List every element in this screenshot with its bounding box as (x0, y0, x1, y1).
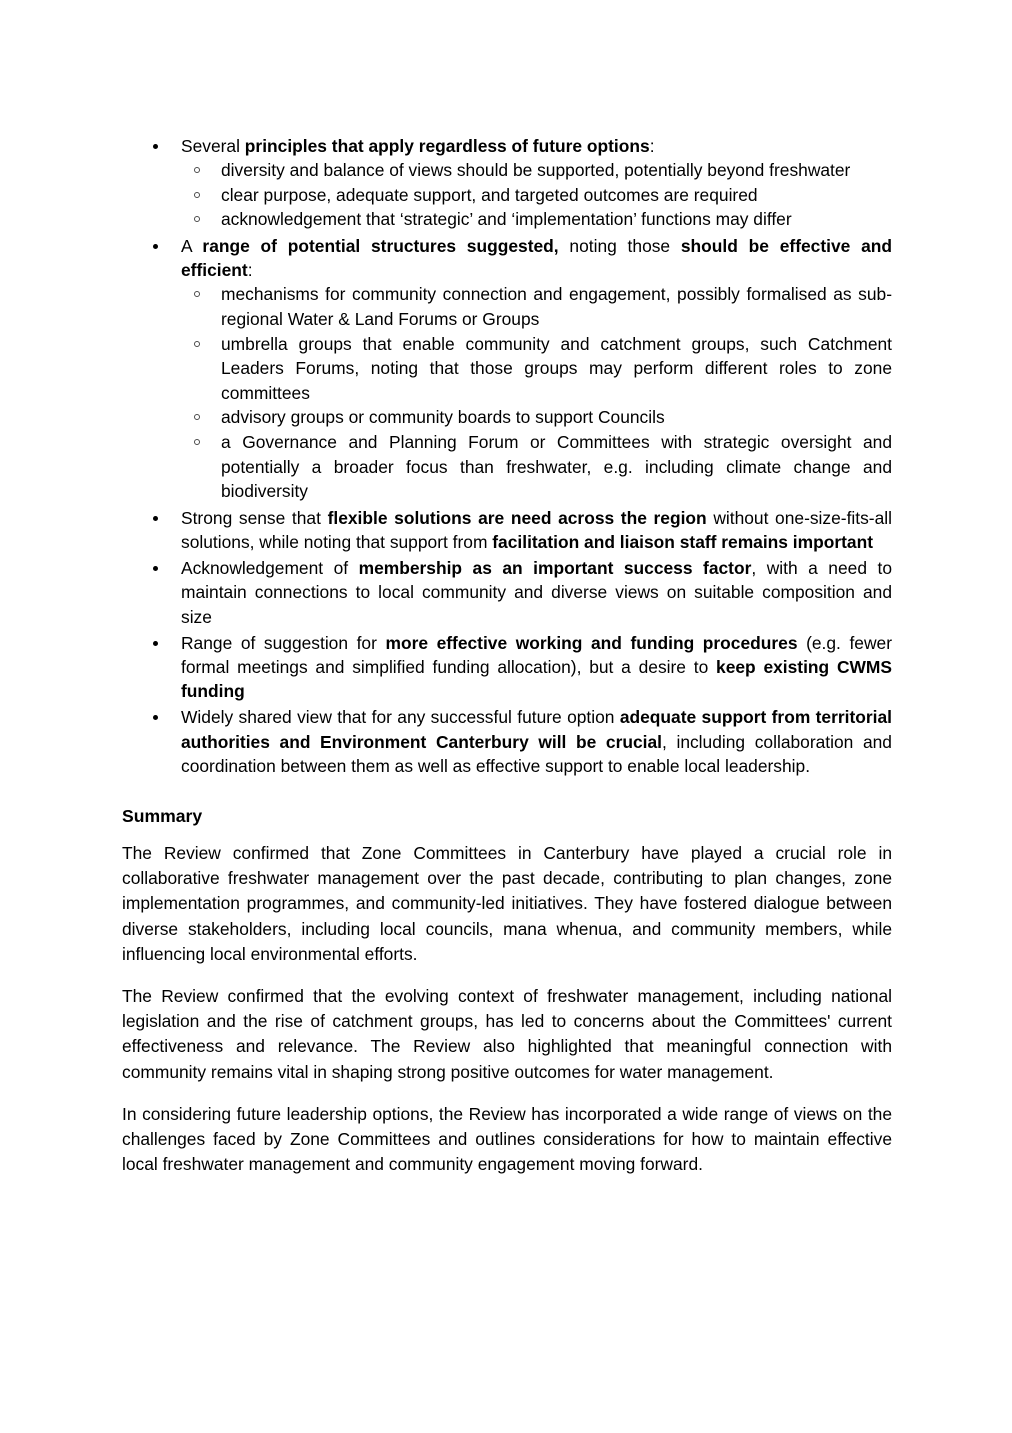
summary-paragraph: In considering future leadership options, the Review has incorporated a wide range of views on the challenges faced by Zone Committees and outlines considerations for how to maintain effective local freshwater management and community engagement moving forward. (122, 1103, 892, 1175)
bullet-text-emphasis: membership as an important success factor (358, 558, 752, 579)
sub-bullet-item: umbrella groups that enable community and catchment groups, such Catchment Leaders Forums, noting that those groups may perform different roles to zone committees (181, 332, 892, 406)
bullet-text-emphasis: keep existing CWMS funding (181, 656, 892, 702)
sub-bullet-item: advisory groups or community boards to support Councils (181, 405, 892, 430)
bullet-text: Several (181, 136, 245, 156)
bullet-text-emphasis: more effective working and funding procedures (385, 632, 798, 653)
bullet-text-emphasis: principles that apply regardless of future options (244, 136, 650, 156)
bullet-text: Acknowledgement of (181, 558, 359, 579)
bullet-item (122, 556, 892, 629)
bullet-text: : (247, 260, 253, 281)
bullet-item (122, 705, 892, 778)
bullet-text: (e.g. fewer formal meetings and simplified funding allocation), but a desire to (181, 632, 892, 677)
sub-bullet-list (181, 158, 892, 232)
summary-paragraphs (122, 841, 892, 1177)
summary-heading: Summary (122, 805, 203, 826)
bullet-text: , with a need to maintain connections to local community and diverse views on suitable composition and size (181, 558, 892, 627)
bullet-text-emphasis: flexible solutions are need across the region (327, 507, 707, 528)
bullet-text: , including collaboration and coordination between them as well as effective support to enable local leadership. (181, 731, 892, 776)
bullet-text: Strong sense that (181, 507, 328, 528)
bullet-text-emphasis: adequate support from territorial authorities and Environment Canterbury will be crucial (181, 707, 892, 752)
bullet-text-emphasis: should be effective and efficient (181, 235, 892, 281)
bullet-text: Range of suggestion for (181, 632, 386, 653)
bullet-text-emphasis: range of potential structures suggested, (202, 235, 559, 256)
sub-bullet-item: diversity and balance of views should be supported, potentially beyond freshwater (181, 158, 892, 183)
document-body (122, 134, 892, 1177)
bullet-text: without one-size-fits-all solutions, while noting that support from (181, 507, 892, 552)
bullet-text: : (649, 136, 655, 156)
sub-bullet-item: acknowledgement that ‘strategic’ and ‘implementation’ functions may differ (181, 207, 892, 232)
summary-paragraph: The Review confirmed that Zone Committees in Canterbury have played a crucial role in collaborative freshwater management over the past decade, contributing to plan changes, zone implementation programmes, and community-led initiatives. They have fostered dialogue between diverse stakeholders, including local councils, mana whenua, and community members, while influencing local environmental efforts. (122, 842, 892, 964)
bullet-item (122, 506, 892, 554)
bullet-item (122, 234, 892, 504)
sub-bullet-item: clear purpose, adequate support, and targeted outcomes are required (181, 183, 892, 208)
findings-bullet-list (122, 134, 892, 778)
bullet-text-emphasis: facilitation and liaison staff remains important (492, 531, 873, 552)
sub-bullet-item: mechanisms for community connection and engagement, possibly formalised as sub-regional Water & Land Forums or Groups (181, 282, 892, 331)
bullet-item (122, 631, 892, 704)
summary-paragraph: The Review confirmed that the evolving context of freshwater management, including national legislation and the rise of catchment groups, has led to concerns about the Committees' current effectiveness and relevance. The Review also highlighted that meaningful connection with community remains vital in shaping strong positive outcomes for water management. (122, 985, 892, 1082)
sub-bullet-list (181, 282, 892, 503)
sub-bullet-item: a Governance and Planning Forum or Committees with strategic oversight and potentially a broader focus than freshwater, e.g. including climate change and biodiversity (181, 430, 892, 504)
bullet-text: A (181, 235, 203, 256)
bullet-text: noting those (558, 235, 681, 256)
bullet-item (122, 134, 892, 232)
bullet-text: Widely shared view that for any successful future option (181, 707, 620, 728)
